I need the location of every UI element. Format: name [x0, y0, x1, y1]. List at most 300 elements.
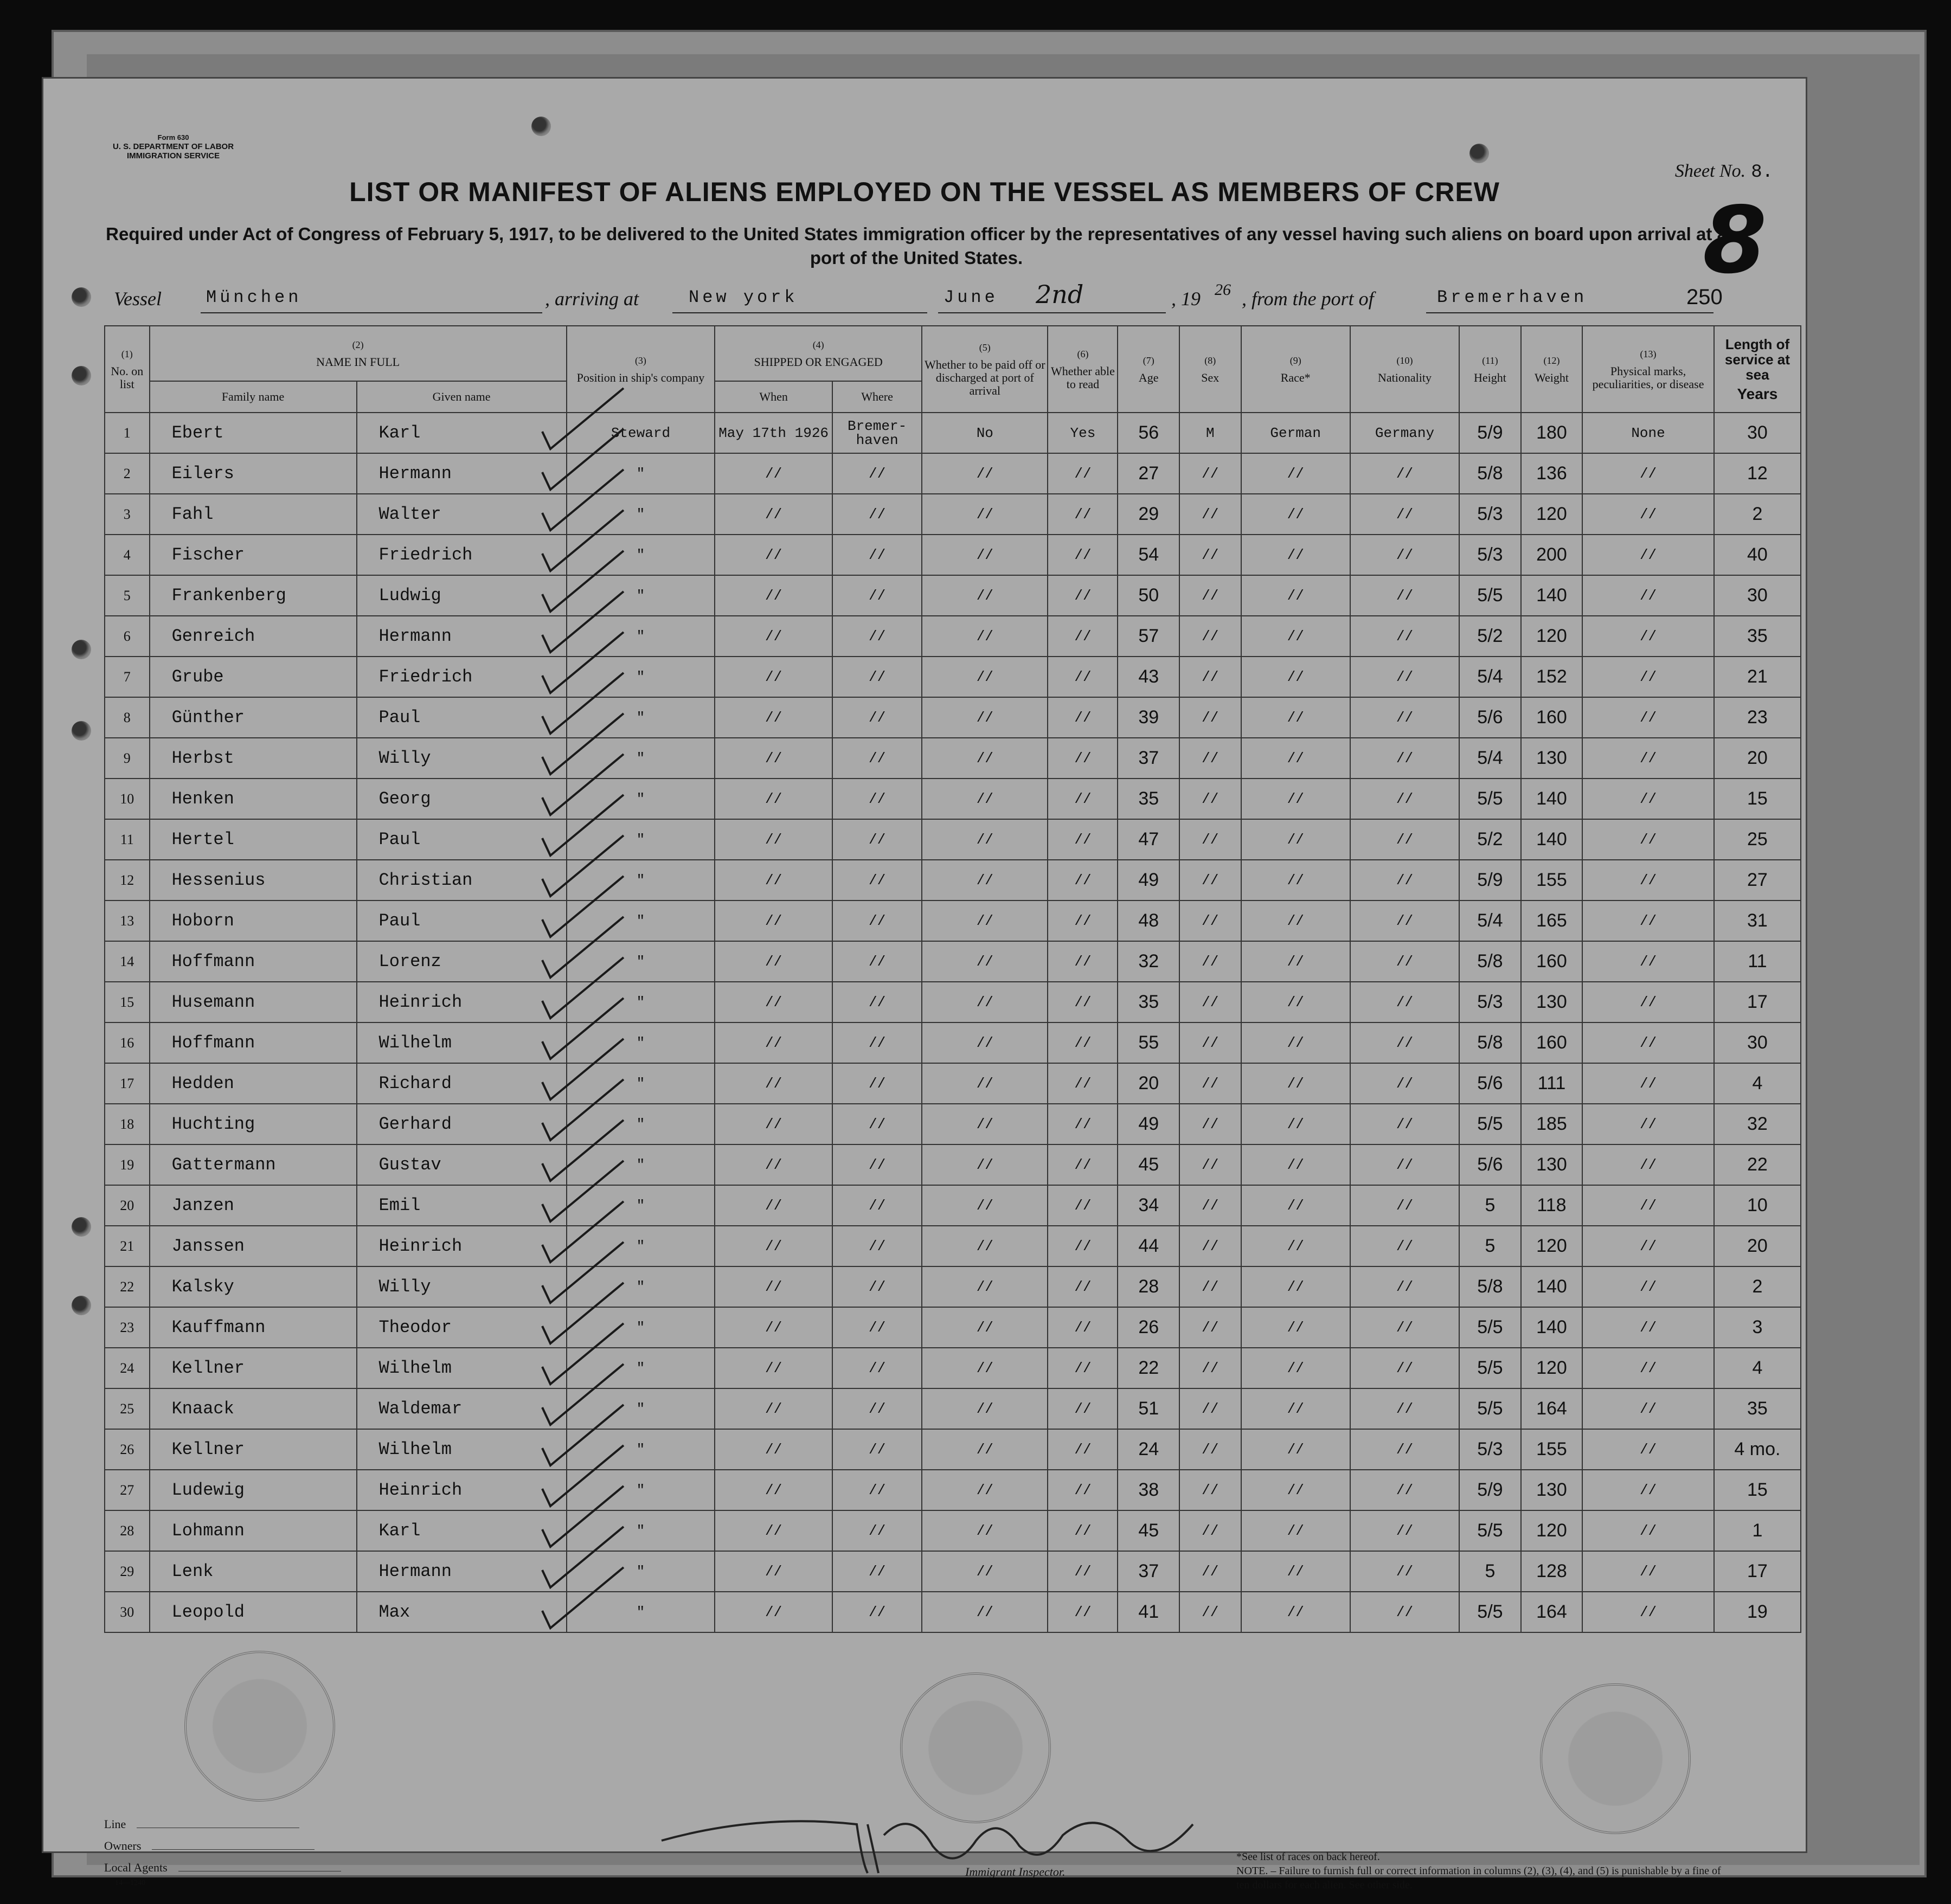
weight-cell: 130 [1521, 738, 1583, 779]
position-cell: " [567, 1022, 715, 1063]
able-to-read-cell: // [1048, 697, 1118, 738]
row-number-cell: 15 [105, 982, 150, 1022]
given-name-cell: Emil [357, 1185, 567, 1226]
consulate-stamp-icon [1540, 1683, 1691, 1834]
row-number-cell: 4 [105, 535, 150, 575]
years-at-sea-cell: 30 [1714, 575, 1801, 616]
shipped-when-cell: // [715, 819, 832, 860]
col-name-header: (2) NAME IN FULL [150, 326, 567, 381]
sex-cell: // [1179, 1510, 1241, 1551]
manifest-page [43, 79, 1806, 1891]
years-at-sea-cell: 35 [1714, 616, 1801, 657]
table-row [105, 413, 1801, 453]
table-row [105, 1510, 1801, 1551]
able-to-read-cell: // [1048, 494, 1118, 535]
race-cell: // [1241, 1104, 1350, 1144]
sex-cell: // [1179, 1144, 1241, 1185]
shipped-where-cell: // [832, 1226, 922, 1266]
given-name-cell: Hermann [357, 1551, 567, 1592]
row-number-cell: 2 [105, 453, 150, 494]
sex-cell: // [1179, 900, 1241, 941]
table-row [105, 1226, 1801, 1266]
shipped-when-cell: // [715, 616, 832, 657]
weight-cell: 118 [1521, 1185, 1583, 1226]
height-cell: 5/8 [1459, 453, 1521, 494]
paid-off-cell: // [922, 1307, 1048, 1348]
shipped-where-cell: // [832, 860, 922, 900]
row-number-cell: 19 [105, 1144, 150, 1185]
able-to-read-cell: // [1048, 1226, 1118, 1266]
height-cell: 5/8 [1459, 1266, 1521, 1307]
race-cell: // [1241, 1144, 1350, 1185]
race-cell: // [1241, 779, 1350, 819]
position-cell: " [567, 535, 715, 575]
height-cell: 5/5 [1459, 779, 1521, 819]
race-cell: // [1241, 616, 1350, 657]
row-number-cell: 26 [105, 1429, 150, 1470]
sex-cell: // [1179, 1348, 1241, 1388]
nationality-cell: // [1350, 1592, 1459, 1632]
inspector-label: Immigrant Inspector. [965, 1865, 1066, 1879]
col-given-header: Given name [357, 381, 567, 413]
punch-hole-icon [72, 366, 91, 385]
years-at-sea-cell: 21 [1714, 657, 1801, 697]
nationality-cell: // [1350, 1307, 1459, 1348]
col-height-header: (11) Height [1459, 326, 1521, 413]
position-cell: " [567, 1144, 715, 1185]
paid-off-cell: // [922, 575, 1048, 616]
table-row [105, 1307, 1801, 1348]
age-cell: 47 [1118, 819, 1179, 860]
physical-marks-cell: // [1582, 535, 1714, 575]
paid-off-cell: // [922, 1104, 1048, 1144]
physical-marks-cell: // [1582, 941, 1714, 982]
able-to-read-cell: // [1048, 575, 1118, 616]
table-row [105, 453, 1801, 494]
col-shipped-header: (4) SHIPPED OR ENGAGED [715, 326, 922, 381]
weight-cell: 180 [1521, 413, 1583, 453]
table-row [105, 575, 1801, 616]
given-name-cell: Ludwig [357, 575, 567, 616]
family-name-cell: Huchting [150, 1104, 357, 1144]
age-cell: 34 [1118, 1185, 1179, 1226]
weight-cell: 140 [1521, 575, 1583, 616]
nationality-cell: // [1350, 1185, 1459, 1226]
family-name-cell: Ludewig [150, 1470, 357, 1510]
nationality-cell: // [1350, 535, 1459, 575]
race-cell: // [1241, 860, 1350, 900]
position-cell: " [567, 494, 715, 535]
physical-marks-cell: // [1582, 1144, 1714, 1185]
physical-marks-cell: // [1582, 1592, 1714, 1632]
col-where-header: Where [832, 381, 922, 413]
position-cell: " [567, 941, 715, 982]
table-row [105, 1592, 1801, 1632]
family-name-cell: Frankenberg [150, 575, 357, 616]
position-cell: " [567, 1226, 715, 1266]
paid-off-cell: // [922, 1429, 1048, 1470]
weight-cell: 140 [1521, 1266, 1583, 1307]
physical-marks-cell: None [1582, 413, 1714, 453]
weight-cell: 164 [1521, 1388, 1583, 1429]
table-row [105, 1429, 1801, 1470]
family-name-cell: Günther [150, 697, 357, 738]
family-name-cell: Ebert [150, 413, 357, 453]
physical-marks-cell: // [1582, 697, 1714, 738]
shipped-when-cell: // [715, 779, 832, 819]
years-at-sea-cell: 17 [1714, 982, 1801, 1022]
sheet-value: 8. [1751, 162, 1773, 183]
years-at-sea-cell: 19 [1714, 1592, 1801, 1632]
family-name-cell: Kalsky [150, 1266, 357, 1307]
position-cell: " [567, 616, 715, 657]
physical-marks-cell: // [1582, 900, 1714, 941]
weight-cell: 120 [1521, 494, 1583, 535]
table-row [105, 1144, 1801, 1185]
col-marks-header: (13) Physical marks, peculiarities, or disease [1582, 326, 1714, 413]
sex-cell: // [1179, 616, 1241, 657]
col-number-header: (1) No. on list [105, 326, 150, 413]
nationality-cell: // [1350, 779, 1459, 819]
weight-cell: 165 [1521, 900, 1583, 941]
years-at-sea-cell: 3 [1714, 1307, 1801, 1348]
height-cell: 5/4 [1459, 738, 1521, 779]
footer-notes [1236, 1850, 1724, 1892]
physical-marks-cell: // [1582, 1185, 1714, 1226]
physical-marks-cell: // [1582, 1226, 1714, 1266]
footer-fields [104, 1813, 341, 1888]
form-code: 14—1240 [115, 1879, 145, 1887]
row-number-cell: 12 [105, 860, 150, 900]
family-name-cell: Henken [150, 779, 357, 819]
able-to-read-cell: // [1048, 941, 1118, 982]
row-number-cell: 5 [105, 575, 150, 616]
given-name-cell: Paul [357, 900, 567, 941]
col-read-header: (6) Whether able to read [1048, 326, 1118, 413]
shipped-where-cell: // [832, 575, 922, 616]
shipped-where-cell: // [832, 1510, 922, 1551]
table-row [105, 1348, 1801, 1388]
nationality-cell: // [1350, 494, 1459, 535]
position-cell: Steward [567, 413, 715, 453]
paid-off-cell: // [922, 535, 1048, 575]
height-cell: 5/5 [1459, 1348, 1521, 1388]
arrival-day: 2nd [1036, 280, 1084, 309]
shipped-when-cell: // [715, 1348, 832, 1388]
paid-off-cell: // [922, 657, 1048, 697]
age-cell: 51 [1118, 1388, 1179, 1429]
shipped-when-cell: // [715, 1307, 832, 1348]
age-cell: 43 [1118, 657, 1179, 697]
punch-hole-icon [72, 721, 91, 741]
able-to-read-cell: // [1048, 1063, 1118, 1104]
race-cell: // [1241, 1022, 1350, 1063]
nationality-cell: // [1350, 1226, 1459, 1266]
family-name-cell: Husemann [150, 982, 357, 1022]
able-to-read-cell: // [1048, 1266, 1118, 1307]
given-name-cell: Walter [357, 494, 567, 535]
row-number-cell: 29 [105, 1551, 150, 1592]
given-name-cell: Heinrich [357, 1470, 567, 1510]
year-prefix: , 19 [1171, 288, 1201, 310]
race-cell: // [1241, 738, 1350, 779]
handwritten-sheet-number: 8 [1703, 187, 1767, 294]
given-name-cell: Friedrich [357, 657, 567, 697]
height-cell: 5/5 [1459, 1104, 1521, 1144]
sex-cell: // [1179, 535, 1241, 575]
from-label: , from the port of [1242, 288, 1374, 310]
weight-cell: 120 [1521, 616, 1583, 657]
nationality-cell: // [1350, 941, 1459, 982]
family-name-cell: Janssen [150, 1226, 357, 1266]
agents-label: Local Agents [104, 1861, 168, 1874]
weight-cell: 120 [1521, 1348, 1583, 1388]
paid-off-cell: // [922, 697, 1048, 738]
age-cell: 37 [1118, 1551, 1179, 1592]
shipped-when-cell: // [715, 535, 832, 575]
age-cell: 22 [1118, 1348, 1179, 1388]
shipped-when-cell: // [715, 575, 832, 616]
height-cell: 5 [1459, 1185, 1521, 1226]
table-row [105, 697, 1801, 738]
years-at-sea-cell: 40 [1714, 535, 1801, 575]
table-row [105, 1266, 1801, 1307]
physical-marks-cell: // [1582, 1388, 1714, 1429]
family-name-cell: Genreich [150, 616, 357, 657]
race-cell: // [1241, 1470, 1350, 1510]
arrival-month: June [944, 287, 998, 307]
position-cell: " [567, 453, 715, 494]
shipped-when-cell: // [715, 453, 832, 494]
shipped-where-cell: // [832, 819, 922, 860]
weight-cell: 140 [1521, 1307, 1583, 1348]
able-to-read-cell: // [1048, 616, 1118, 657]
row-number-cell: 27 [105, 1470, 150, 1510]
able-to-read-cell: // [1048, 1510, 1118, 1551]
nationality-cell: // [1350, 1551, 1459, 1592]
physical-marks-cell: // [1582, 982, 1714, 1022]
table-row [105, 738, 1801, 779]
year-suffix: 26 [1215, 281, 1231, 299]
nationality-cell: Germany [1350, 413, 1459, 453]
shipped-when-cell: // [715, 1104, 832, 1144]
nationality-cell: // [1350, 616, 1459, 657]
consulate-stamp-icon [184, 1651, 335, 1802]
sex-cell: // [1179, 1063, 1241, 1104]
row-number-cell: 13 [105, 900, 150, 941]
table-row [105, 1104, 1801, 1144]
row-number-cell: 23 [105, 1307, 150, 1348]
shipped-where-cell: // [832, 1551, 922, 1592]
row-number-cell: 14 [105, 941, 150, 982]
paid-off-cell: // [922, 941, 1048, 982]
given-name-cell: Christian [357, 860, 567, 900]
sheet-label: Sheet No. [1674, 161, 1746, 181]
height-cell: 5/2 [1459, 616, 1521, 657]
nationality-cell: // [1350, 697, 1459, 738]
arrival-port: New york [689, 287, 798, 307]
nationality-cell: // [1350, 1348, 1459, 1388]
age-cell: 44 [1118, 1226, 1179, 1266]
vessel-line [114, 280, 1768, 320]
nationality-cell: // [1350, 982, 1459, 1022]
weight-cell: 140 [1521, 819, 1583, 860]
shipped-when-cell: // [715, 1063, 832, 1104]
weight-cell: 160 [1521, 941, 1583, 982]
physical-marks-cell: // [1582, 657, 1714, 697]
nationality-cell: // [1350, 657, 1459, 697]
able-to-read-cell: // [1048, 738, 1118, 779]
punch-hole-icon [531, 117, 551, 136]
race-cell: // [1241, 1388, 1350, 1429]
position-cell: " [567, 697, 715, 738]
sex-cell: // [1179, 453, 1241, 494]
able-to-read-cell: // [1048, 657, 1118, 697]
years-at-sea-cell: 11 [1714, 941, 1801, 982]
paid-off-cell: // [922, 819, 1048, 860]
form-meta [113, 133, 234, 160]
age-cell: 20 [1118, 1063, 1179, 1104]
age-cell: 50 [1118, 575, 1179, 616]
table-row [105, 1470, 1801, 1510]
family-name-cell: Gattermann [150, 1144, 357, 1185]
family-name-cell: Kauffmann [150, 1307, 357, 1348]
shipped-when-cell: // [715, 1022, 832, 1063]
able-to-read-cell: // [1048, 1551, 1118, 1592]
physical-marks-cell: // [1582, 779, 1714, 819]
row-number-cell: 22 [105, 1266, 150, 1307]
given-name-cell: Hermann [357, 453, 567, 494]
sex-cell: // [1179, 494, 1241, 535]
years-at-sea-cell: 20 [1714, 738, 1801, 779]
position-cell: " [567, 1104, 715, 1144]
sex-cell: // [1179, 738, 1241, 779]
table-row [105, 860, 1801, 900]
row-number-cell: 6 [105, 616, 150, 657]
race-cell: // [1241, 982, 1350, 1022]
row-number-cell: 11 [105, 819, 150, 860]
shipped-where-cell: // [832, 657, 922, 697]
sex-cell: // [1179, 1266, 1241, 1307]
race-cell: // [1241, 1592, 1350, 1632]
shipped-where-cell: // [832, 616, 922, 657]
race-cell: // [1241, 1307, 1350, 1348]
given-name-cell: Theodor [357, 1307, 567, 1348]
shipped-when-cell: // [715, 1266, 832, 1307]
position-cell: " [567, 1063, 715, 1104]
table-row [105, 1551, 1801, 1592]
able-to-read-cell: // [1048, 1429, 1118, 1470]
family-name-cell: Fahl [150, 494, 357, 535]
position-cell: " [567, 657, 715, 697]
shipped-when-cell: // [715, 982, 832, 1022]
years-at-sea-cell: 15 [1714, 1470, 1801, 1510]
position-cell: " [567, 1470, 715, 1510]
row-number-cell: 8 [105, 697, 150, 738]
weight-cell: 140 [1521, 779, 1583, 819]
shipped-where-cell: // [832, 1307, 922, 1348]
years-at-sea-cell: 10 [1714, 1185, 1801, 1226]
col-family-header: Family name [150, 381, 357, 413]
arriving-label: , arriving at [545, 288, 639, 310]
inspector-signature [651, 1792, 1247, 1879]
age-cell: 35 [1118, 982, 1179, 1022]
race-cell: // [1241, 1266, 1350, 1307]
age-cell: 29 [1118, 494, 1179, 535]
age-cell: 35 [1118, 779, 1179, 819]
height-cell: 5/9 [1459, 860, 1521, 900]
physical-marks-cell: // [1582, 1510, 1714, 1551]
nationality-cell: // [1350, 1022, 1459, 1063]
family-name-cell: Lohmann [150, 1510, 357, 1551]
age-cell: 45 [1118, 1144, 1179, 1185]
given-name-cell: Max [357, 1592, 567, 1632]
given-name-cell: Gerhard [357, 1104, 567, 1144]
height-cell: 5/6 [1459, 697, 1521, 738]
row-number-cell: 16 [105, 1022, 150, 1063]
nationality-cell: // [1350, 1104, 1459, 1144]
shipped-when-cell: // [715, 1144, 832, 1185]
weight-cell: 155 [1521, 860, 1583, 900]
years-at-sea-cell: 35 [1714, 1388, 1801, 1429]
table-row [105, 1063, 1801, 1104]
paid-off-cell: // [922, 982, 1048, 1022]
family-name-cell: Lenk [150, 1551, 357, 1592]
col-race-header: (9) Race* [1241, 326, 1350, 413]
col-when-header: When [715, 381, 832, 413]
age-cell: 54 [1118, 535, 1179, 575]
row-number-cell: 20 [105, 1185, 150, 1226]
able-to-read-cell: Yes [1048, 413, 1118, 453]
given-name-cell: Wilhelm [357, 1429, 567, 1470]
family-name-cell: Hertel [150, 819, 357, 860]
physical-marks-cell: // [1582, 494, 1714, 535]
col-position-header: (3) Position in ship's company [567, 326, 715, 413]
race-cell: // [1241, 535, 1350, 575]
shipped-where-cell: // [832, 1592, 922, 1632]
height-cell: 5/4 [1459, 657, 1521, 697]
position-cell: " [567, 575, 715, 616]
able-to-read-cell: // [1048, 1388, 1118, 1429]
paid-off-cell: // [922, 860, 1048, 900]
height-cell: 5/4 [1459, 900, 1521, 941]
family-name-cell: Fischer [150, 535, 357, 575]
table-row [105, 616, 1801, 657]
family-name-cell: Grube [150, 657, 357, 697]
given-name-cell: Willy [357, 738, 567, 779]
years-at-sea-cell: 4 [1714, 1063, 1801, 1104]
given-name-cell: Heinrich [357, 982, 567, 1022]
shipped-when-cell: // [715, 1551, 832, 1592]
able-to-read-cell: // [1048, 1592, 1118, 1632]
punch-hole-icon [72, 1296, 91, 1315]
physical-marks-cell: // [1582, 819, 1714, 860]
nationality-cell: // [1350, 1429, 1459, 1470]
shipped-when-cell: May 17th 1926 [715, 413, 832, 453]
shipped-when-cell: // [715, 900, 832, 941]
sex-cell: // [1179, 1307, 1241, 1348]
height-cell: 5 [1459, 1226, 1521, 1266]
table-row [105, 779, 1801, 819]
height-cell: 5/5 [1459, 1592, 1521, 1632]
height-cell: 5/6 [1459, 1144, 1521, 1185]
age-cell: 27 [1118, 453, 1179, 494]
years-at-sea-cell: 1 [1714, 1510, 1801, 1551]
sex-cell: // [1179, 1429, 1241, 1470]
paid-off-cell: // [922, 616, 1048, 657]
weight-cell: 164 [1521, 1592, 1583, 1632]
weight-cell: 120 [1521, 1510, 1583, 1551]
